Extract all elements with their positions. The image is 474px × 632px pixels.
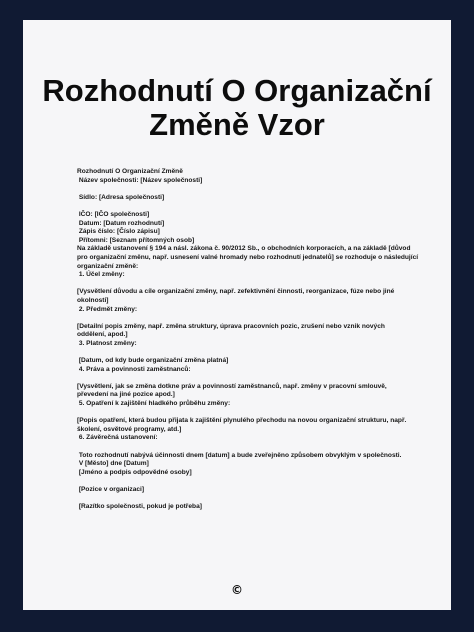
- title-line-1: Rozhodnutí O Organizační: [42, 73, 432, 108]
- document-line: 4. Práva a povinnosti zaměstnanců:: [77, 365, 191, 373]
- document-line: 5. Opatření k zajištění hladkého průběhu změny:: [77, 400, 231, 408]
- title-line-2: Změně Vzor: [149, 107, 325, 142]
- document-line: [Vysvětlení důvodu a cíle organizační změny, např. zefektivnění činnosti, reorganizace, fúze nebo jiné: [77, 288, 395, 296]
- document-line: [Jméno a podpis odpovědné osoby]: [77, 468, 192, 476]
- blank-line: [77, 477, 397, 486]
- document-line: [Detailní popis změny, např. změna struktury, úprava pracovních pozic, zrušení nebo vznik nových: [77, 322, 385, 330]
- document-line: [Datum, od kdy bude organizační změna platná]: [77, 357, 229, 365]
- document-line: 2. Předmět změny:: [77, 305, 138, 313]
- document-line: Na základě ustanovení § 194 a násl. zákona č. 90/2012 Sb., o obchodních korporacích, a na základě [důvod: [77, 245, 411, 253]
- document-line: oddělení, apod.]: [77, 331, 128, 339]
- document-line: [Razítko společnosti, pokud je potřeba]: [77, 503, 202, 511]
- blank-line: [77, 185, 397, 194]
- document-line: Rozhodnutí O Organizační Změně: [77, 168, 183, 175]
- document-line: Název společnosti: [Název společnosti]: [77, 176, 203, 184]
- document-line: 6. Závěrečná ustanovení:: [77, 434, 158, 442]
- document-line: Sídlo: [Adresa společnosti]: [77, 193, 165, 201]
- document-line: převedení na jiné pozice apod.]: [77, 391, 175, 399]
- document-line: Toto rozhodnutí nabývá účinnosti dnem [datum] a bude zveřejněno způsobem obvyklým v společnosti.: [77, 451, 402, 459]
- document-body: [77, 168, 419, 512]
- page-title: [23, 74, 451, 142]
- blank-line: [77, 443, 397, 452]
- document-line: pro organizační změnu, např. usnesení valné hromady nebo rozhodnutí jednatelů] se rozhoduje o následující: [77, 253, 419, 261]
- blank-line: [77, 348, 397, 357]
- document-line: 1. Účel změny:: [77, 271, 125, 279]
- blank-line: [77, 495, 397, 504]
- document-line: Přítomni: [Seznam přítomných osob]: [77, 236, 195, 244]
- blank-line: [77, 314, 397, 323]
- document-line: [Vysvětlení, jak se změna dotkne práv a povinností zaměstnanců, např. změny v pracovní smlouvě,: [77, 382, 387, 390]
- document-line: 3. Platnost změny:: [77, 339, 137, 347]
- document-line: V [Město] dne [Datum]: [77, 460, 149, 468]
- document-line: [Popis opatření, která budou přijata k zajištění plynulého přechodu na novou organizační strukturu, např.: [77, 417, 407, 425]
- document-line: Datum: [Datum rozhodnutí]: [77, 219, 165, 227]
- blank-line: [77, 374, 397, 383]
- copyright-symbol: ©: [231, 583, 243, 597]
- blank-line: [77, 409, 397, 418]
- document-line: Zápis číslo: [Číslo zápisu]: [77, 228, 160, 236]
- document-line: okolnosti]: [77, 296, 109, 304]
- blank-line: [77, 202, 397, 211]
- document-line: IČO: [IČO společnosti]: [77, 210, 150, 218]
- document-line: [Pozice v organizaci]: [77, 485, 145, 493]
- document-line: školení, osvětové programy, atd.]: [77, 425, 182, 433]
- document-line: organizační změně:: [77, 262, 139, 270]
- document-page: [23, 20, 451, 610]
